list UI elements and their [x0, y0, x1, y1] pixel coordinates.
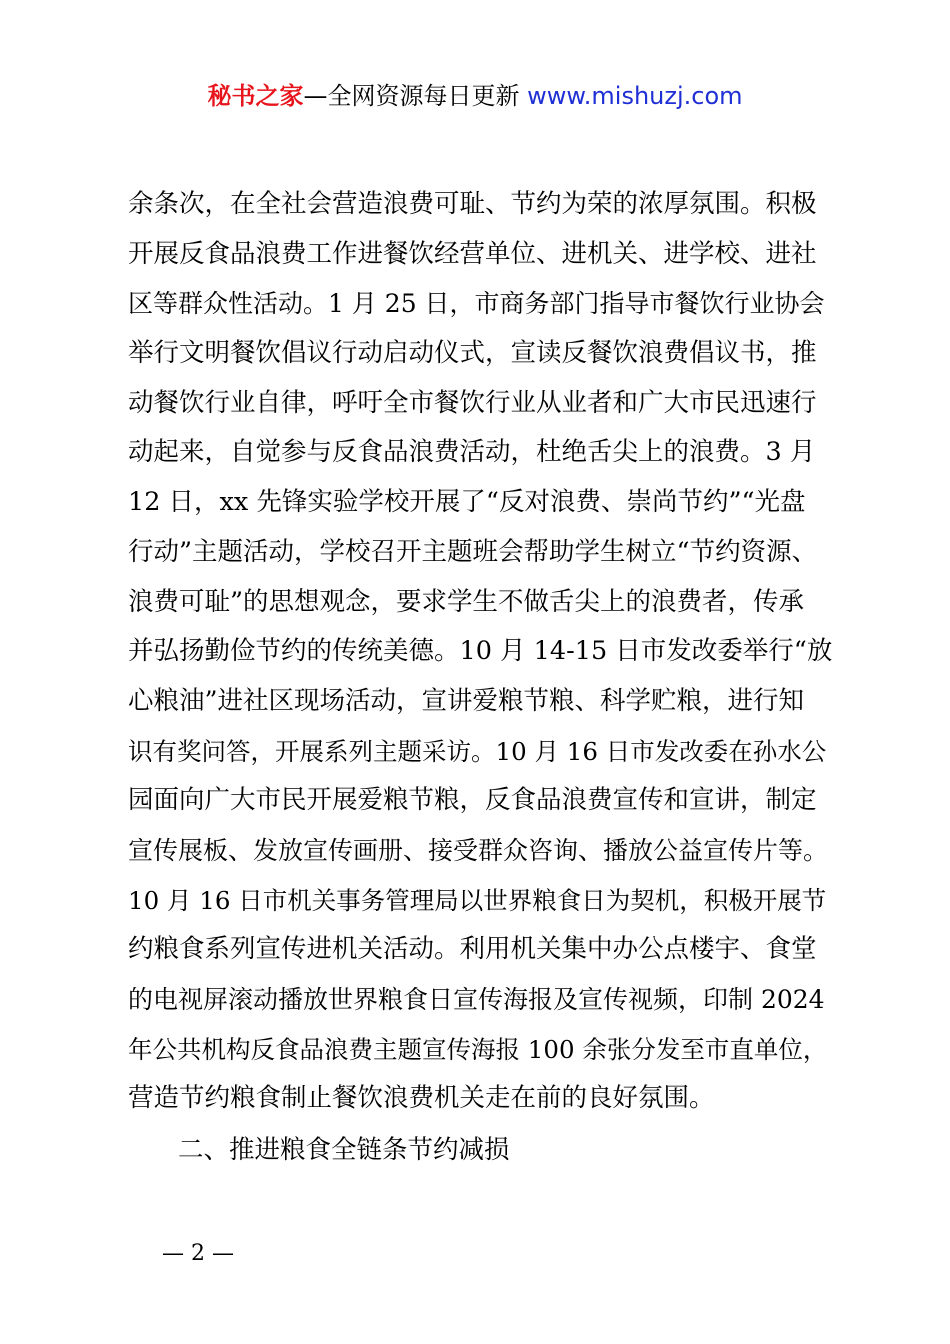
document-body [128, 180, 833, 1124]
page-number: — 2 — [162, 1241, 234, 1266]
body-line: 园面向广大市民开展爱粮节粮，反食品浪费宣传和宣讲，制定 [128, 785, 817, 816]
body-line: 举行文明餐饮倡议行动启动仪式，宣读反餐饮浪费倡议书，推 [128, 338, 817, 369]
body-line: 12 日，xx 先锋实验学校开展了“反对浪费、崇尚节约”“光盘 [128, 487, 806, 518]
body-line: 的电视屏滚动播放世界粮食日宣传海报及宣传视频，印制 2024 [128, 985, 825, 1014]
section-heading: 二、推进粮食全链条节约减损 [178, 1135, 510, 1165]
body-line: 营造节约粮食制止餐饮浪费机关走在前的良好氛围。 [128, 1083, 715, 1114]
body-line: 10 月 16 日市机关事务管理局以世界粮食日为契机，积极开展节 [128, 885, 827, 915]
body-line: 并弘扬勤俭节约的传统美德。10 月 14-15 日市发改委举行“放 [128, 636, 833, 667]
page-header [0, 80, 950, 112]
body-line: 区等群众性活动。1 月 25 日，市商务部门指导市餐饮行业协会 [128, 289, 825, 319]
body-line: 动餐饮行业自律，呼吁全市餐饮行业从业者和广大市民迅速行 [128, 387, 817, 418]
body-line: 识有奖问答，开展系列主题采访。10 月 16 日市发改委在孙水公 [128, 736, 827, 766]
body-line: 浪费可耻”的思想观念，要求学生不做舌尖上的浪费者，传承 [128, 586, 805, 617]
site-tagline: —全网资源每日更新 [303, 82, 528, 110]
body-line: 约粮食系列宣传进机关活动。利用机关集中办公点楼宇、食堂 [128, 934, 817, 965]
site-brand: 秘书之家 [207, 82, 304, 110]
body-line: 动起来，自觉参与反食品浪费活动，杜绝舌尖上的浪费。3 月 [128, 437, 816, 468]
body-line: 心粮油”进社区现场活动，宣讲爱粮节粮、科学贮粮，进行知 [128, 685, 805, 716]
body-line: 余条次，在全社会营造浪费可耻、节约为荣的浓厚氛围。积极 [128, 189, 817, 219]
body-line: 行动”主题活动，学校召开主题班会帮助学生树立“节约资源、 [128, 536, 818, 567]
body-line: 开展反食品浪费工作进餐饮经营单位、进机关、进学校、进社 [128, 238, 817, 269]
body-line: 宣传展板、发放宣传画册、接受群众咨询、播放公益宣传片等。 [128, 835, 829, 865]
body-line: 年公共机构反食品浪费主题宣传海报 100 余张分发至市直单位， [128, 1034, 828, 1064]
site-url[interactable]: www.mishuzj.com [527, 82, 743, 110]
